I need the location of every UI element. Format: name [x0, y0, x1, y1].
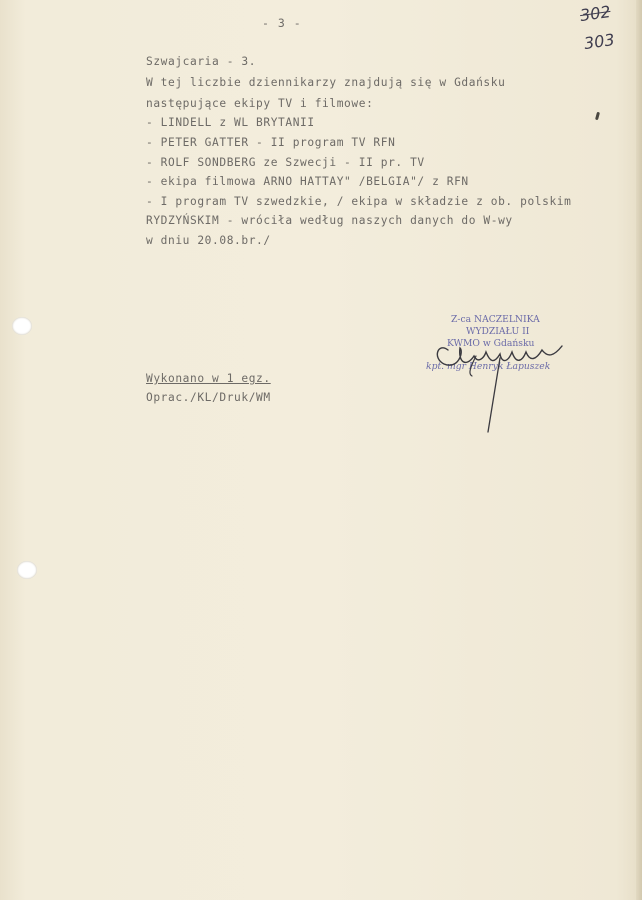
stamp-officer-name: kpt. mgr Henryk Łapuszek — [426, 361, 551, 372]
punch-hole-top — [12, 317, 32, 335]
stamp-title: Z-ca NACZELNIKA — [451, 314, 540, 325]
archive-number: 303 — [582, 29, 616, 54]
stamp-department: WYDZIAŁU II — [466, 326, 530, 337]
body-line-9: RYDZYŃSKIM - wróciła według naszych danych do W-wy — [146, 214, 513, 227]
punch-hole-bottom — [17, 561, 37, 579]
body-line-6: - ROLF SONDBERG ze Szwecji - II pr. TV — [146, 156, 425, 169]
body-line-1: Szwajcaria - 3. — [146, 55, 257, 68]
body-line-5: - PETER GATTER - II program TV RFN — [146, 136, 396, 149]
body-line-2: W tej liczbie dziennikarzy znajdują się w Gdańsku — [146, 76, 506, 89]
body-line-3: następujące ekipy TV i filmowe: — [146, 97, 374, 110]
copies-note: Wykonano w 1 egz. — [146, 372, 271, 385]
handwritten-signature — [430, 328, 580, 438]
body-line-10: w dniu 20.08.br./ — [146, 234, 271, 247]
body-line-7: - ekipa filmowa ARNO HATTAY" /BELGIA"/ z RFN — [146, 175, 469, 188]
body-line-8: - I program TV szwedzkie, / ekipa w składzie z ob. polskim — [146, 195, 572, 208]
page-number: - 3 - — [262, 16, 302, 30]
paper-edge — [636, 0, 642, 900]
prepared-by-note: Oprac./KL/Druk/WM — [146, 391, 271, 404]
archive-number-crossed: 302 — [578, 1, 612, 26]
body-line-4: - LINDELL z WL BRYTANII — [146, 116, 315, 129]
stamp-office: KWMO w Gdańsku — [447, 338, 535, 349]
